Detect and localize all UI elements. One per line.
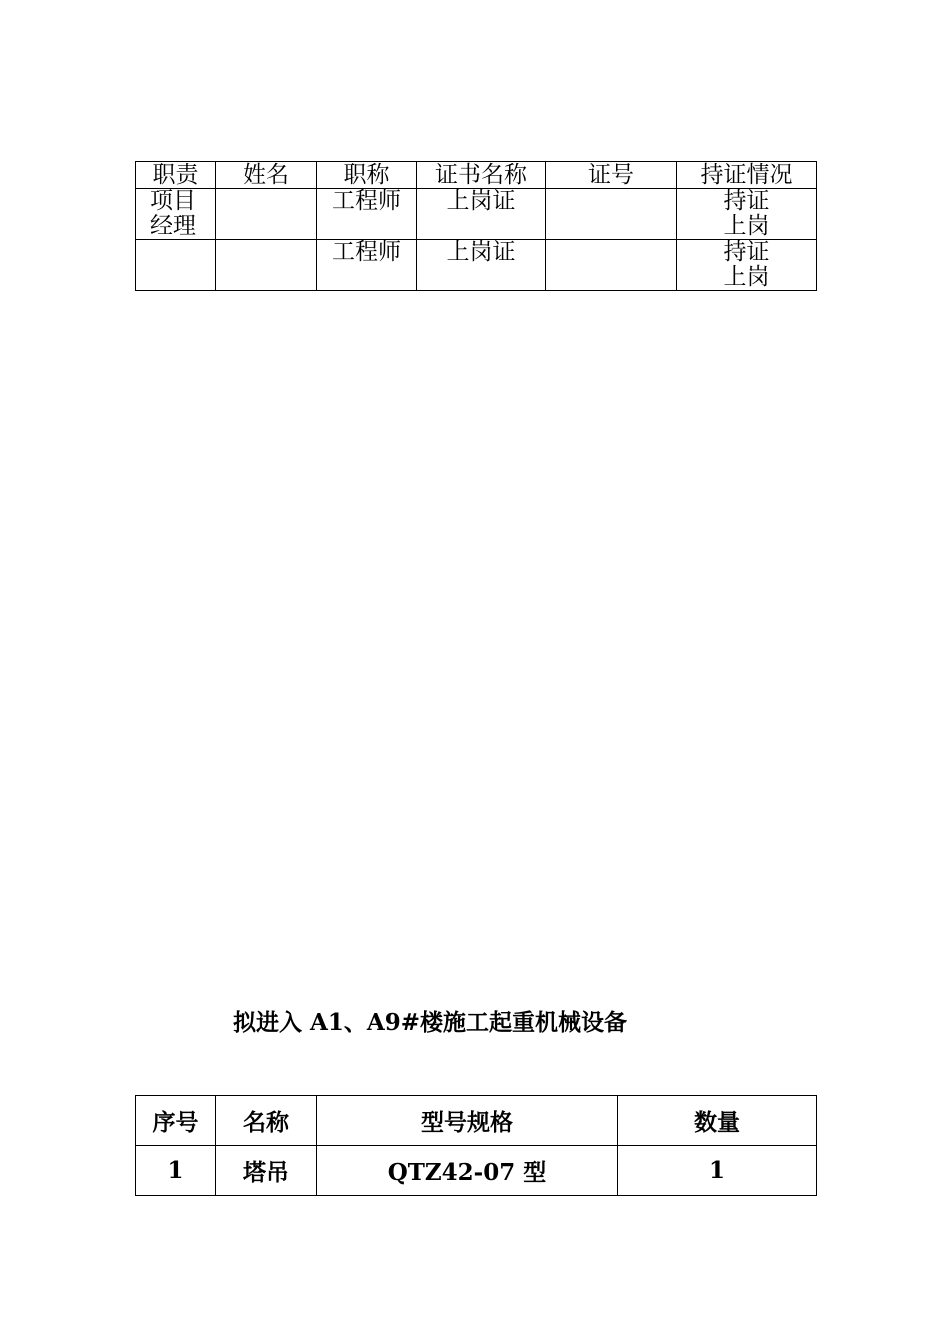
- cert-status-cell: [677, 189, 817, 240]
- header-duty: 职责: [136, 162, 216, 189]
- status-line: 持证: [723, 239, 770, 265]
- model-cell: QTZ42-07 型: [317, 1146, 618, 1196]
- header-model: 型号规格: [317, 1096, 618, 1146]
- seq-cell: 1: [136, 1146, 216, 1196]
- status-line: 持证: [723, 188, 770, 214]
- cert-no-cell: [546, 240, 677, 291]
- duty-line: 经理: [150, 213, 196, 239]
- duty-line: 项目: [150, 188, 196, 214]
- header-cert-name: 证书名称: [417, 162, 546, 189]
- name-cell: [216, 189, 317, 240]
- equipment-table: [135, 1095, 817, 1196]
- header-cert-no: 证号: [546, 162, 677, 189]
- name-cell: [216, 240, 317, 291]
- status-line: 上岗: [723, 213, 770, 239]
- cert-name-cell: 上岗证: [417, 240, 546, 291]
- table-header-row: [136, 1096, 817, 1146]
- cert-status-cell: [677, 240, 817, 291]
- table-row: [136, 1146, 817, 1196]
- status-line: 上岗: [723, 264, 770, 290]
- header-cert-status: 持证情况: [677, 162, 817, 189]
- table-row: [136, 189, 817, 240]
- duty-cell: [136, 240, 216, 291]
- equipment-name-cell: 塔吊: [216, 1146, 317, 1196]
- cert-no-cell: [546, 189, 677, 240]
- cert-name-cell: 上岗证: [417, 189, 546, 240]
- header-title: 职称: [317, 162, 417, 189]
- table-row: [136, 240, 817, 291]
- title-cell: 工程师: [317, 240, 417, 291]
- staff-table: [135, 161, 817, 291]
- header-equipment-name: 名称: [216, 1096, 317, 1146]
- table-header-row: [136, 162, 817, 189]
- duty-cell: [136, 189, 216, 240]
- title-cell: 工程师: [317, 189, 417, 240]
- header-seq: 序号: [136, 1096, 216, 1146]
- quantity-cell: 1: [618, 1146, 817, 1196]
- header-quantity: 数量: [618, 1096, 817, 1146]
- header-name: 姓名: [216, 162, 317, 189]
- equipment-section-title: 拟进入 A1、A9#楼施工起重机械设备: [233, 1009, 627, 1036]
